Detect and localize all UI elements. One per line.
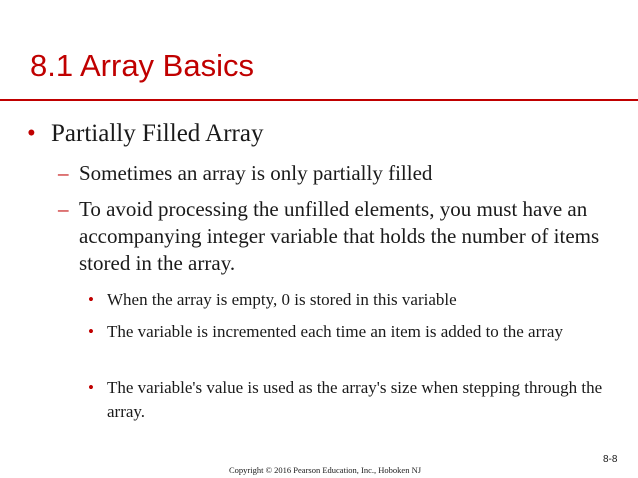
sub-sub-item-1	[88, 288, 608, 312]
bullet-marker: •	[88, 322, 94, 341]
sub-sub-item-text: The variable is incremented each time an item is added to the array	[107, 322, 563, 341]
sub-item-text: Sometimes an array is only partially filled	[79, 161, 433, 185]
sub-item-1	[58, 160, 618, 187]
slide-title: 8.1 Array Basics	[30, 48, 254, 83]
dash-marker: –	[58, 161, 69, 185]
sub-item-2	[58, 196, 606, 277]
sub-sub-item-text: When the array is empty, 0 is stored in this variable	[107, 290, 457, 309]
sub-sub-item-text: The variable's value is used as the array's size when stepping through the array.	[107, 378, 603, 421]
sub-sub-item-2	[88, 320, 608, 344]
title-divider	[0, 99, 638, 101]
sub-item-text: To avoid processing the unfilled elements, you must have an accompanying integer variable that holds the number of items stored in the array.	[79, 197, 600, 275]
copyright-notice: Copyright © 2016 Pearson Education, Inc., Hoboken NJ	[229, 465, 422, 475]
bullet-marker: •	[88, 378, 94, 397]
bullet-marker: •	[88, 290, 94, 309]
bullet-partially-filled-array	[27, 119, 263, 149]
page-number: 8-8	[603, 454, 618, 465]
dash-marker: –	[58, 197, 69, 221]
bullet-marker: •	[27, 120, 36, 147]
bullet-text: Partially Filled Array	[51, 120, 264, 147]
sub-sub-item-3	[88, 376, 608, 424]
